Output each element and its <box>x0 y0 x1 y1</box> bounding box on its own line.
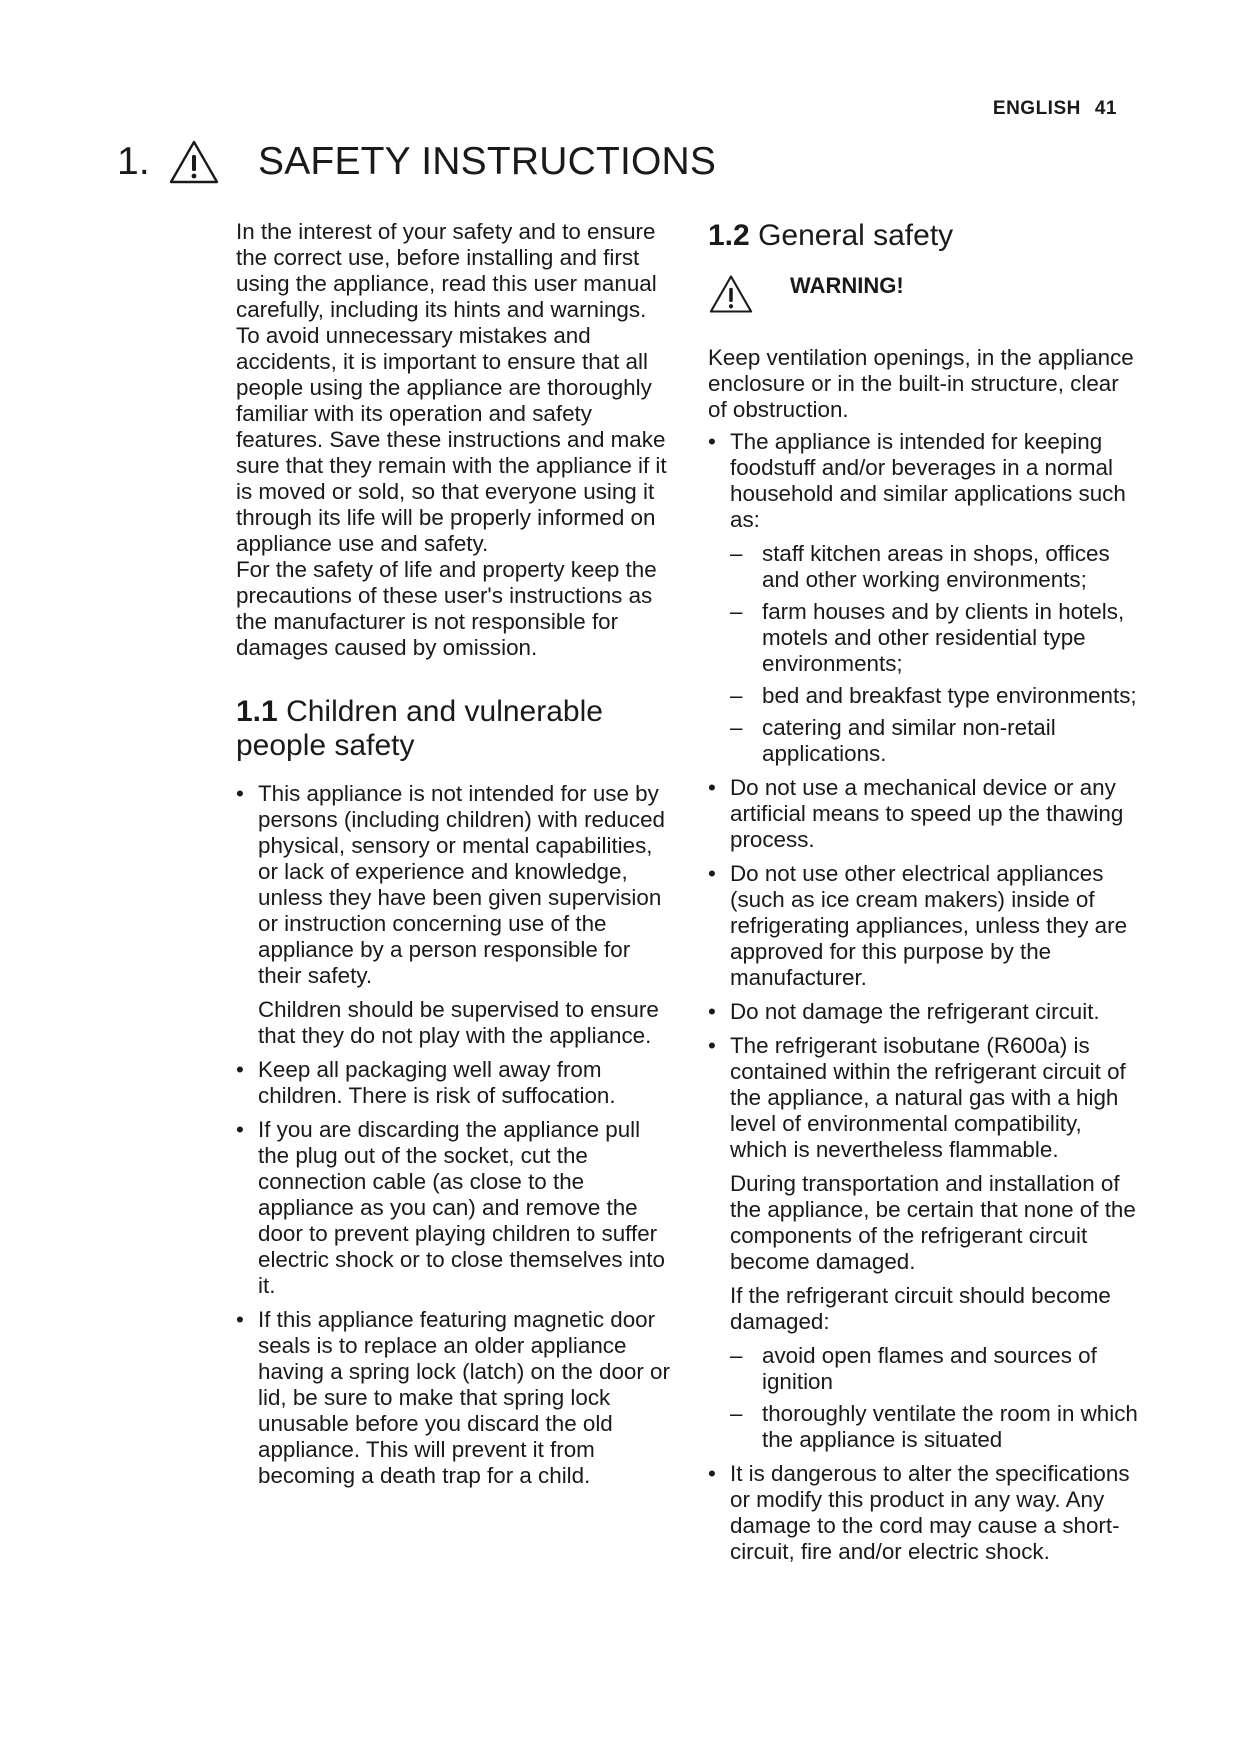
list-item <box>236 1117 670 1299</box>
list-item <box>236 1057 670 1109</box>
list-item <box>708 429 1140 767</box>
list-item <box>708 775 1140 853</box>
list-item <box>708 1033 1140 1453</box>
dash-list <box>730 1343 1140 1453</box>
bullet-text: The appliance is intended for keeping foodstuff and/or beverages in a normal household and similar applications such as: <box>730 429 1126 532</box>
section-title: General safety <box>758 219 954 252</box>
bullet-text: Do not use a mechanical device or any artificial means to speed up the thawing process. <box>730 775 1124 852</box>
list-item <box>236 1307 670 1489</box>
dash-item: – staff kitchen areas in shops, offices and other working environments; <box>730 541 1140 593</box>
warning-callout <box>708 271 1140 315</box>
list-item <box>236 781 670 1049</box>
bullet-text: If you are discarding the appliance pull the plug out of the socket, cut the connection cable (as close to the appliance as you can) and remove the door to prevent playing children to suffer electric shock or to close themselves into it. <box>258 1117 665 1298</box>
dash-item: – bed and breakfast type environments; <box>730 683 1140 709</box>
page-header <box>993 98 1117 120</box>
bullet-subparagraph: Children should be supervised to ensure that they do not play with the appliance. <box>258 997 659 1048</box>
children-safety-list <box>236 781 670 1489</box>
title-text: SAFETY INSTRUCTIONS <box>258 140 717 183</box>
page-number: 41 <box>1094 98 1117 119</box>
section-number: 1.2 <box>708 219 750 252</box>
section-1-2-heading <box>708 219 1140 253</box>
bullet-text: Do not damage the refrigerant circuit. <box>730 999 1100 1024</box>
title-number: 1. <box>117 140 150 183</box>
bullet-subparagraph: During transportation and installation of the appliance, be certain that none of the components of the refrigerant circuit become damaged. <box>730 1171 1136 1274</box>
dash-item: – farm houses and by clients in hotels, motels and other residential type environments; <box>730 599 1140 677</box>
bullet-text: Keep all packaging well away from children. There is risk of suffocation. <box>258 1057 616 1108</box>
warning-triangle-icon <box>168 138 220 186</box>
intro-paragraph: In the interest of your safety and to ensure the correct use, before installing and first using the appliance, read this user manual carefully, including its hints and warnings. To avoid unnecessary mistakes and accidents, it is important to ensure that all people using the appliance are thoroughly familiar with its operation and safety features. Save these instructions and make sure that they remain with the appliance if it is moved or sold, so that everyone using it through its life will be properly informed on appliance use and safety. <box>236 219 667 556</box>
bullet-text: • The refrigerant isobutane (R600a) is contained within the refrigerant circuit of the appliance, a natural gas with a high level of environmental compatibility, which is nevertheless flammable. <box>730 1033 1126 1162</box>
section-number: 1.1 <box>236 695 278 728</box>
general-safety-list <box>708 429 1140 1565</box>
bullet-text: Do not use other electrical appliances (such as ice cream makers) inside of refrigerating appliances, unless they are approved for this purpose by the manufacturer. <box>730 861 1128 990</box>
dash-list <box>730 541 1140 767</box>
right-column <box>708 219 1140 1573</box>
bullet-text: If this appliance featuring magnetic door seals is to replace an older appliance having a spring lock (latch) on the door or lid, be sure to make that spring lock unusable before you discard the old appliance. This will prevent it from becoming a death trap for a child. <box>258 1307 670 1488</box>
ventilation-paragraph: Keep ventilation openings, in the appliance enclosure or in the built-in structure, clear of obstruction. <box>708 345 1134 422</box>
language-label: ENGLISH <box>992 98 1081 119</box>
list-item <box>708 1461 1140 1565</box>
bullet-text: • This appliance is not intended for use by persons (including children) with reduced physical, sensory or mental capabilities, or lack of experience and knowledge, unless they have been given supervision or instruction concerning use of the appliance by a person responsible for their safety. <box>258 781 665 988</box>
dash-item: – thoroughly ventilate the room in which the appliance is situated <box>730 1401 1140 1453</box>
section-1-1-heading <box>236 695 670 763</box>
page-title <box>117 138 716 186</box>
warning-triangle-icon <box>708 273 754 315</box>
section-title: Children and vulnerable people safety <box>236 695 603 762</box>
warning-label: WARNING! <box>790 273 904 298</box>
left-column <box>236 219 670 1497</box>
dash-item: – avoid open flames and sources of ignition <box>730 1343 1140 1395</box>
intro-paragraph-2: For the safety of life and property keep the precautions of these user's instructions as the manufacturer is not responsible for damages caused by omission. <box>236 557 657 660</box>
list-item <box>708 861 1140 991</box>
bullet-subparagraph: If the refrigerant circuit should become damaged: <box>730 1283 1111 1334</box>
bullet-text: It is dangerous to alter the specifications or modify this product in any way. Any damage to the cord may cause a short-circuit, fire and/or electric shock. <box>730 1461 1130 1564</box>
list-item <box>708 999 1140 1025</box>
dash-item: – catering and similar non-retail applications. <box>730 715 1140 767</box>
